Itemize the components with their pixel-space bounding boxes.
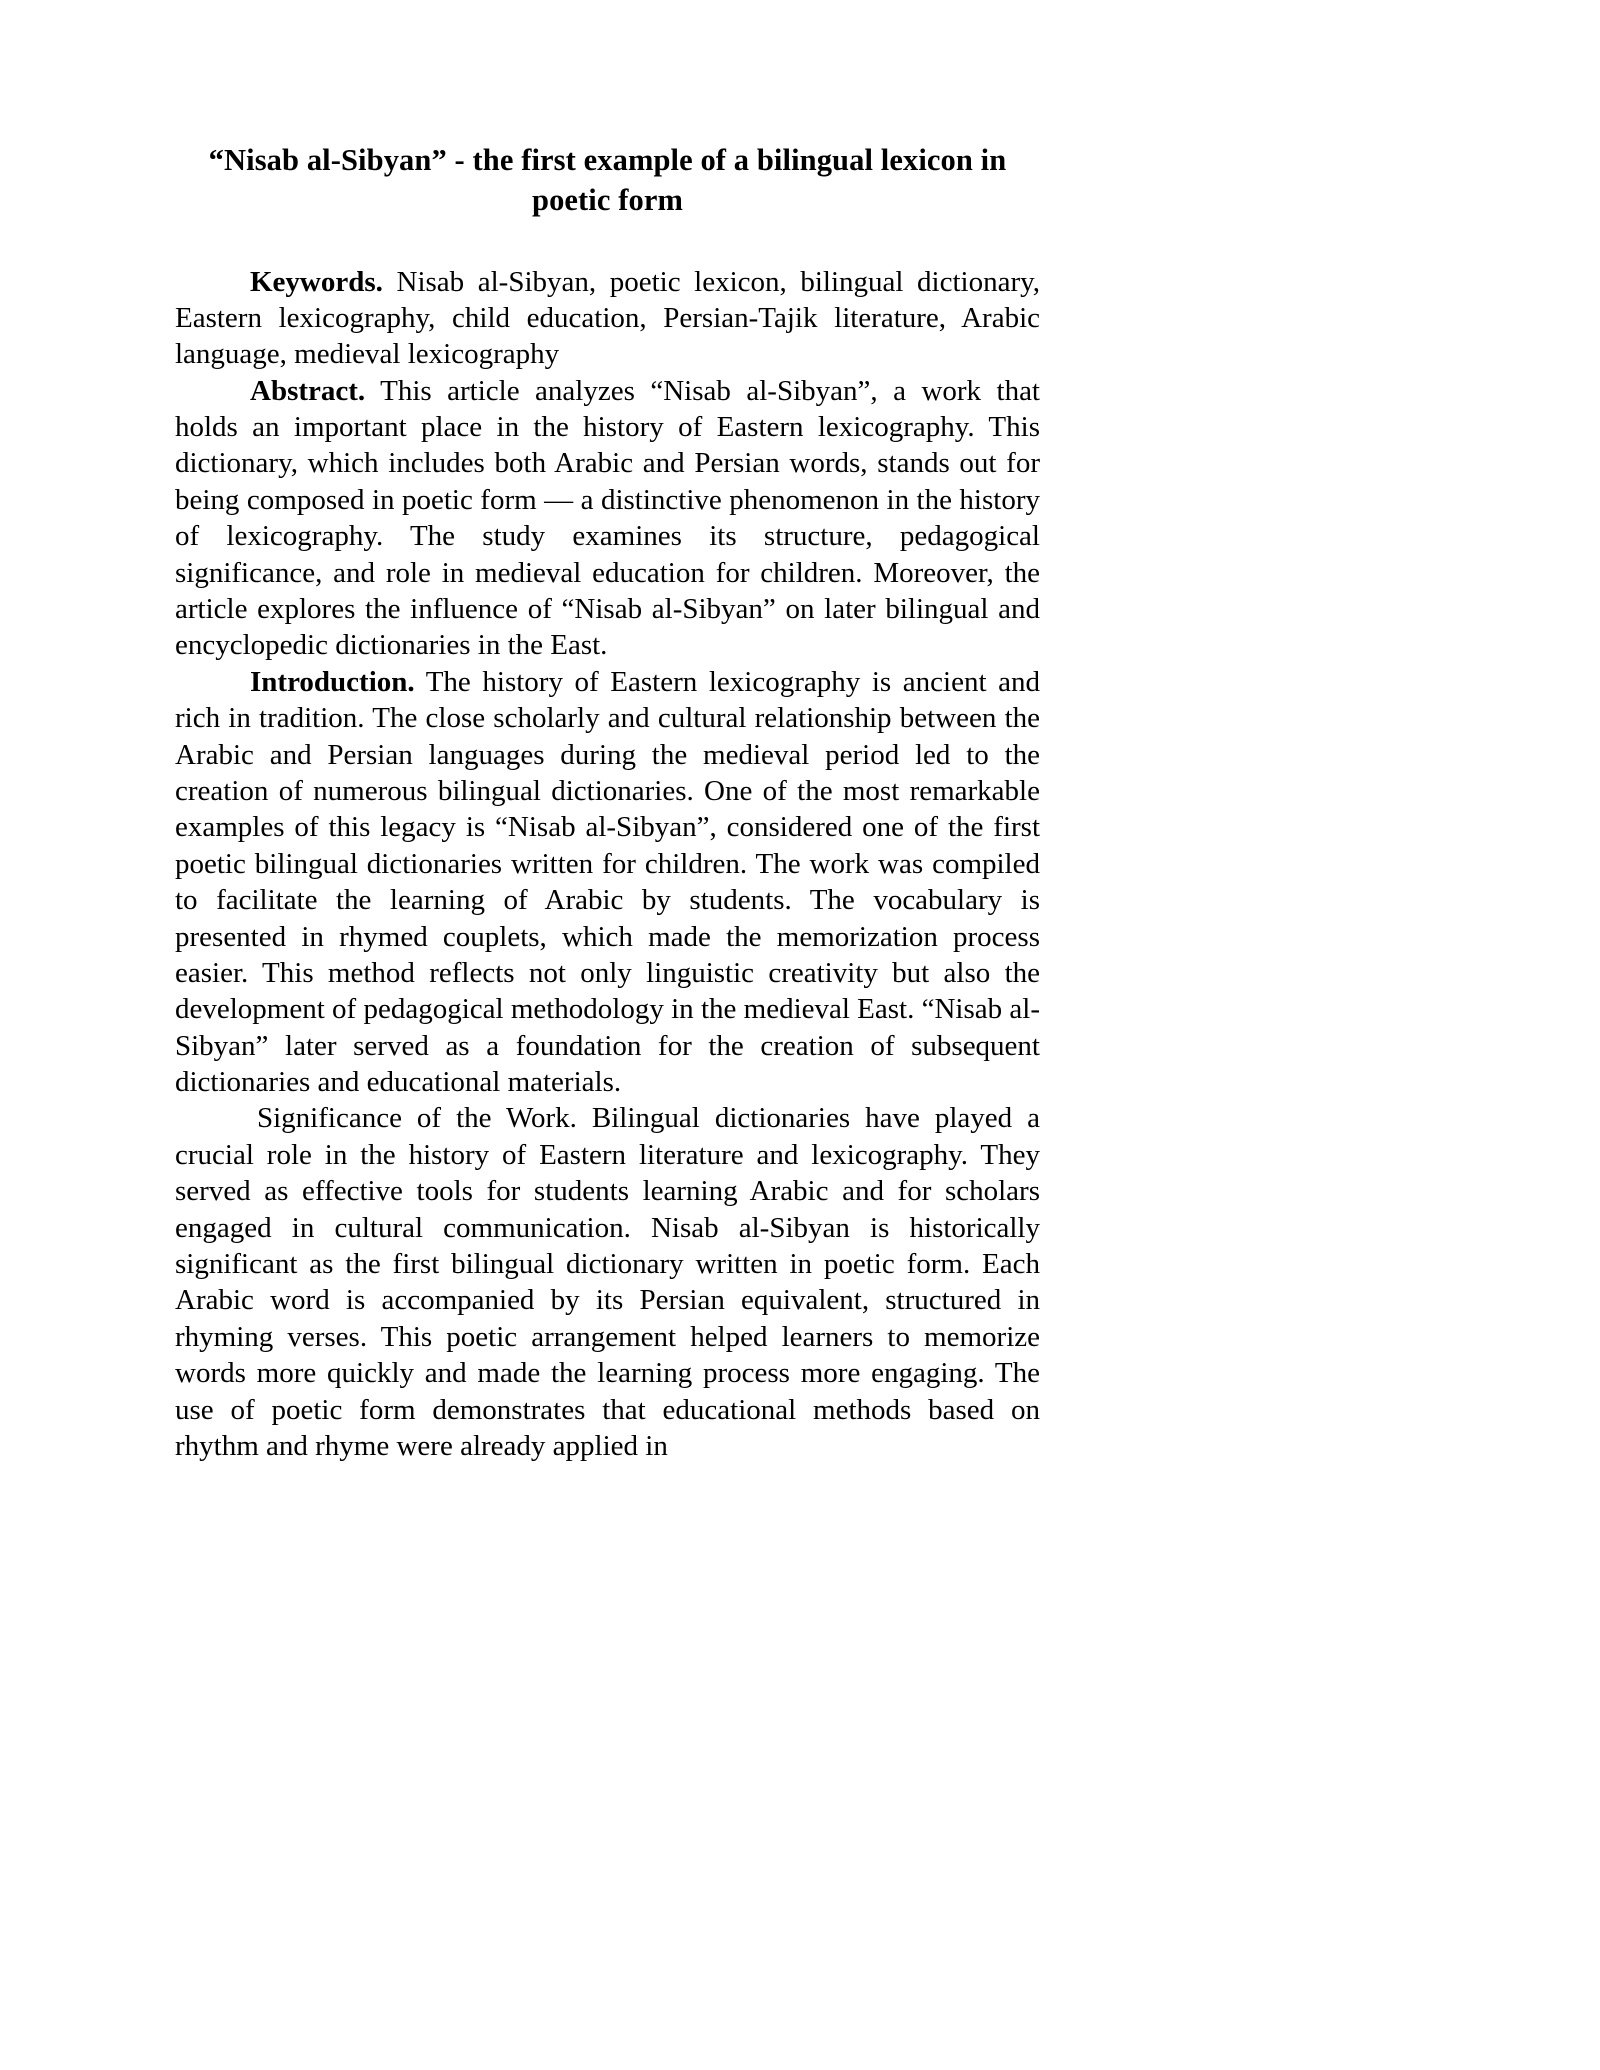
abstract-label: Abstract. — [250, 374, 366, 407]
keywords-body: Nisab al-Sibyan, poetic lexicon, bilingual dictionary, Eastern lexicography, child education, Persian-Tajik literature, Arabic language, medieval lexicography — [175, 265, 1040, 371]
keywords-paragraph — [175, 264, 1040, 373]
abstract-body: This article analyzes “Nisab al-Sibyan”, a work that holds an important place in the history of Eastern lexicography. This dictionary, which includes both Arabic and Persian words, stands out for being composed in poetic form — a distinctive phenomenon in the history of lexicography. The study examines its structure, pedagogical significance, and role in medieval education for children. Moreover, the article explores the influence of “Nisab al-Sibyan” on later bilingual and encyclopedic dictionaries in the East. — [175, 374, 1040, 662]
title-body-spacer — [175, 221, 1040, 264]
significance-label: Significance of the Work. — [257, 1102, 577, 1135]
significance-paragraph — [175, 1100, 1040, 1464]
significance-body: Bilingual dictionaries have played a crucial role in the history of Eastern literature and lexicography. They served as effective tools for students learning Arabic and for scholars engaged in cultural communication. Nisab al-Sibyan is historically significant as the first bilingual dictionary written in poetic form. Each Arabic word is accompanied by its Persian equivalent, structured in rhyming verses. This poetic arrangement helped learners to memorize words more quickly and made the learning process more engaging. The use of poetic form demonstrates that educational methods based on rhythm and rhyme were already applied in — [175, 1102, 1040, 1462]
introduction-body: The history of Eastern lexicography is ancient and rich in tradition. The close scholarly and cultural relationship between the Arabic and Persian languages during the medieval period led to the creation of numerous bilingual dictionaries. One of the most remarkable examples of this legacy is “Nisab al-Sibyan”, considered one of the first poetic bilingual dictionaries written for children. The work was compiled to facilitate the learning of Arabic by students. The vocabulary is presented in rhymed couplets, which made the memorization process easier. This method reflects not only linguistic creativity but also the development of pedagogical methodology in the medieval East. “Nisab al-Sibyan” later served as a foundation for the creation of subsequent dictionaries and educational materials. — [175, 665, 1040, 1099]
abstract-paragraph — [175, 373, 1040, 664]
introduction-paragraph — [175, 664, 1040, 1101]
page-content-column — [175, 140, 1040, 1464]
page-title: “Nisab al-Sibyan” - the first example of a bilingual lexicon in poetic form — [208, 143, 1007, 218]
keywords-label: Keywords. — [250, 265, 383, 298]
introduction-label: Introduction. — [250, 665, 415, 698]
